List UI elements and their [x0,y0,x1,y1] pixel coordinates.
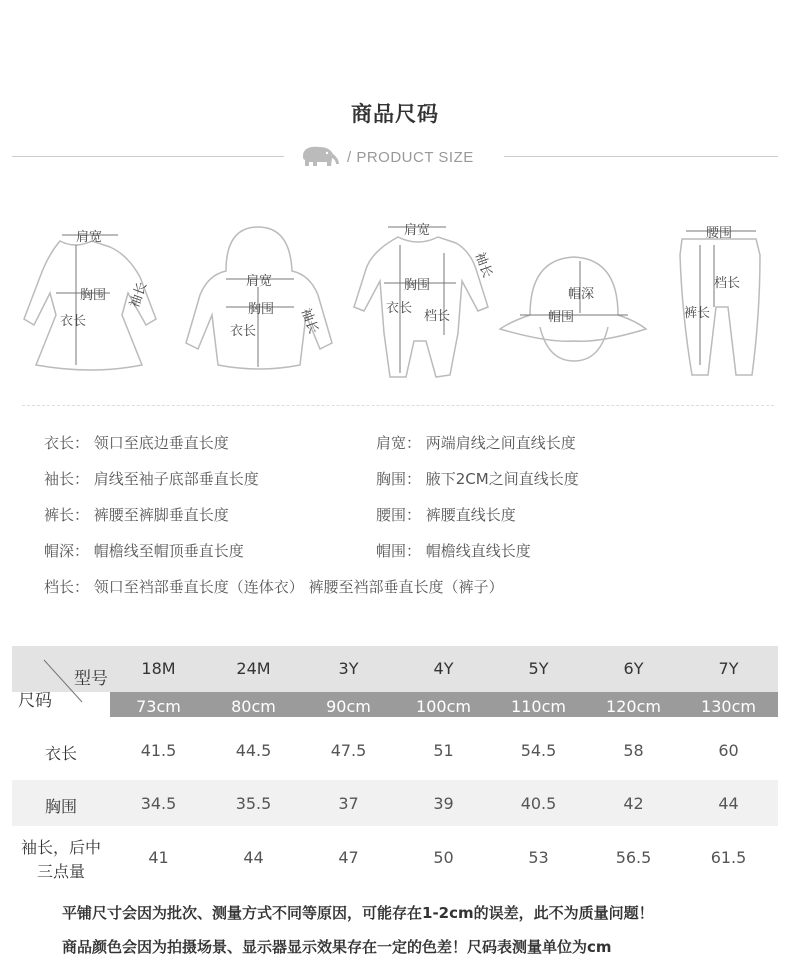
hat-circumference-label: 帽围 [548,310,575,325]
table-cell: 54.5 [520,741,557,760]
table-row [12,830,778,886]
table-cell: 34.5 [140,794,177,813]
definition-item: 帽深： 帽檐线至帽顶垂直长度 [44,542,244,560]
table-row [12,726,778,780]
definition-item: 裤长： 裤腰至裤脚垂直长度 [44,506,229,524]
table-row [12,780,778,826]
pants-length-label: 裤长 [684,306,711,321]
table-cell: 41 [148,848,169,867]
row-label: 衣长 [44,744,77,763]
definition-item: 帽围： 帽檐线直线长度 [376,542,531,560]
romper-sleeve-label: 袖长 [471,250,495,280]
table-cell: 47.5 [330,741,367,760]
corner-label-size: 尺码 [18,691,52,711]
hat-depth-label: 帽深 [568,287,595,302]
table-cell: 41.5 [140,741,177,760]
age-header: 18M [141,659,176,678]
height-header: 110cm [511,697,566,716]
table-cell: 53 [528,848,549,867]
age-header: 4Y [433,659,454,678]
corner-label-model: 型号 [74,669,108,689]
table-cell: 44.5 [235,741,272,760]
row-label-line2: 三点量 [36,862,85,881]
romper-crotch-label: 档长 [424,309,451,324]
note-measurement-error: 平铺尺寸会因为批次、测量方式不同等原因，可能存在1-2cm的误差，此不为质量问题！ [62,904,654,922]
jacket-chest-label: 胸围 [248,302,275,317]
pants-crotch-label: 档长 [714,276,741,291]
table-cell: 47 [338,848,359,867]
table-cell: 35.5 [235,794,272,813]
table-cell: 44 [243,848,264,867]
table-cell: 56.5 [615,848,652,867]
jacket-length-label: 衣长 [230,324,257,339]
table-cell: 51 [433,741,454,760]
definition-item: 袖长： 肩线至袖子底部垂直长度 [44,470,259,488]
height-header: 130cm [701,697,756,716]
dashed-divider [22,405,774,406]
age-header: 5Y [528,659,549,678]
divider-right [504,156,778,157]
height-header: 90cm [326,697,371,716]
divider-left [12,156,284,157]
table-cell: 39 [433,794,454,813]
height-header: 80cm [231,697,276,716]
page-title: 商品尺码 [351,102,439,126]
height-header: 73cm [136,697,181,716]
table-cell: 42 [623,794,644,813]
age-header: 3Y [338,659,359,678]
note-color-difference: 商品颜色会因为拍摄场景、显示器显示效果存在一定的色差！尺码表测量单位为cm [62,938,612,956]
dress-sleeve-label: 袖长 [127,280,151,310]
height-header: 120cm [606,697,661,716]
subtitle-row [12,145,778,171]
romper-chest-label: 胸围 [404,278,431,293]
table-cell: 58 [623,741,644,760]
table-cell: 37 [338,794,359,813]
elephant-icon [297,144,343,170]
dress-chest-label: 胸围 [80,288,107,303]
table-cell: 50 [433,848,454,867]
table-cell: 60 [718,741,739,760]
row-label: 胸围 [44,797,77,816]
jacket-sleeve-label: 袖长 [297,306,321,336]
definition-item: 衣长： 领口至底边垂直长度 [44,434,229,452]
age-header: 24M [236,659,271,678]
pants-waist-label: 腰围 [706,226,733,241]
romper-shoulder-label: 肩宽 [404,223,431,238]
jacket-shoulder-label: 肩宽 [246,274,273,289]
definition-item: 肩宽： 两端肩线之间直线长度 [376,434,576,452]
definition-item: 档长： 领口至裆部垂直长度（连体衣） 裤腰至裆部垂直长度（裤子） [44,578,504,596]
dress-shoulder-label: 肩宽 [76,230,103,245]
dress-length-label: 衣长 [60,314,87,329]
table-cell: 61.5 [710,848,747,867]
height-header: 100cm [416,697,471,716]
age-header: 6Y [623,659,644,678]
age-header: 7Y [718,659,739,678]
romper-length-label: 衣长 [386,301,413,316]
subtitle: / PRODUCT SIZE [347,149,474,166]
garment-illustrations [0,215,790,390]
table-cell: 44 [718,794,739,813]
row-label: 袖长，后中 [20,838,101,857]
definition-item: 腰围： 裤腰直线长度 [376,506,516,524]
table-cell: 40.5 [520,794,557,813]
definition-item: 胸围： 腋下2CM之间直线长度 [376,470,579,488]
